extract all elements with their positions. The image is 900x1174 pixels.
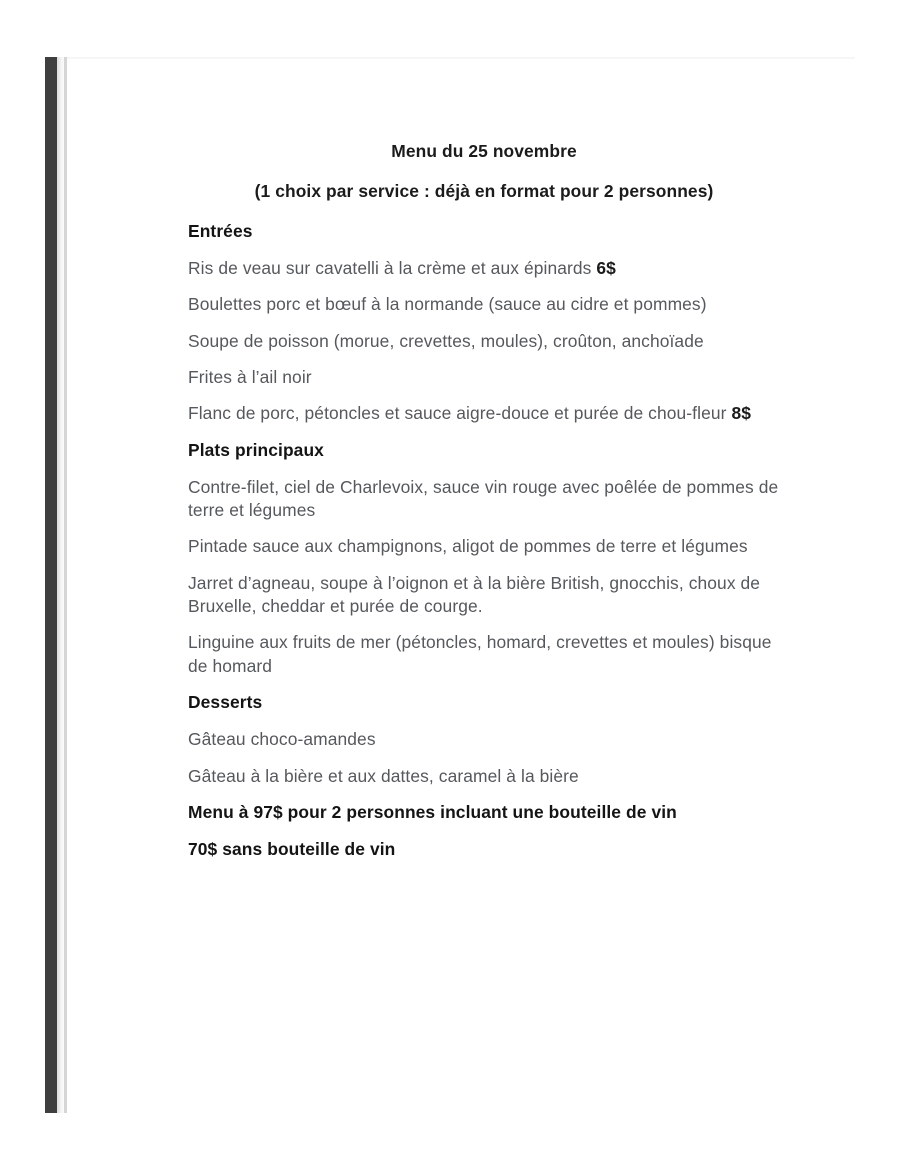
menu-section-entrees <box>188 220 780 426</box>
menu-item <box>188 535 780 558</box>
section-heading-entrees: Entrées <box>188 220 253 241</box>
menu-item-price: 8$ <box>731 403 751 424</box>
page-spine-bar <box>45 57 57 1113</box>
menu-item-text: Pintade sauce aux champignons, aligot de pommes de terre et légumes <box>188 536 748 557</box>
menu-item <box>188 402 780 425</box>
menu-item <box>188 631 780 678</box>
menu-pricing-block <box>188 801 780 862</box>
section-heading-plats-principaux: Plats principaux <box>188 439 324 460</box>
menu-item-text: Contre-filet, ciel de Charlevoix, sauce vin rouge avec poêlée de pommes de terre et légumes <box>188 476 779 521</box>
menu-subtitle: (1 choix par service : déjà en format pour 2 personnes) <box>254 181 714 202</box>
page-left-edge-rule <box>64 57 67 1113</box>
menu-item-price: 6$ <box>596 257 616 278</box>
menu-item-text: Jarret d’agneau, soupe à l’oignon et à la bière British, gnocchis, choux de Bruxelle, cheddar et purée de courge. <box>188 572 761 617</box>
menu-item <box>188 257 780 280</box>
menu-item-text: Boulettes porc et bœuf à la normande (sauce au cidre et pommes) <box>188 294 707 315</box>
menu-item-text: Gâteau à la bière et aux dattes, caramel à la bière <box>188 765 579 786</box>
page-title: Menu du 25 novembre <box>391 141 577 161</box>
menu-item <box>188 476 780 523</box>
menu-item-text: Flanc de porc, pétoncles et sauce aigre-douce et purée de chou-fleur <box>188 403 732 424</box>
menu-item <box>188 330 780 353</box>
menu-item <box>188 765 780 788</box>
menu-item-text: Frites à l’ail noir <box>188 366 312 387</box>
menu-section-desserts <box>188 691 780 788</box>
pricing-line-without-wine: 70$ sans bouteille de vin <box>188 839 396 860</box>
menu-item-text: Soupe de poisson (morue, crevettes, moules), croûton, anchoïade <box>188 330 704 351</box>
menu-item <box>188 572 780 619</box>
menu-item-text: Ris de veau sur cavatelli à la crème et aux épinards <box>188 257 597 278</box>
menu-item <box>188 293 780 316</box>
page-top-edge <box>67 57 855 59</box>
page-spine-shadow <box>57 57 64 1113</box>
menu-item <box>188 366 780 389</box>
menu-item-text: Linguine aux fruits de mer (pétoncles, homard, crevettes et moules) bisque de homard <box>188 632 772 676</box>
menu-item <box>188 728 780 751</box>
menu-item-text: Gâteau choco-amandes <box>188 729 376 750</box>
menu-section-plats-principaux <box>188 439 780 679</box>
menu-document <box>188 140 780 876</box>
section-heading-desserts: Desserts <box>188 692 263 712</box>
pricing-line-with-wine: Menu à 97$ pour 2 personnes incluant une bouteille de vin <box>188 801 677 822</box>
